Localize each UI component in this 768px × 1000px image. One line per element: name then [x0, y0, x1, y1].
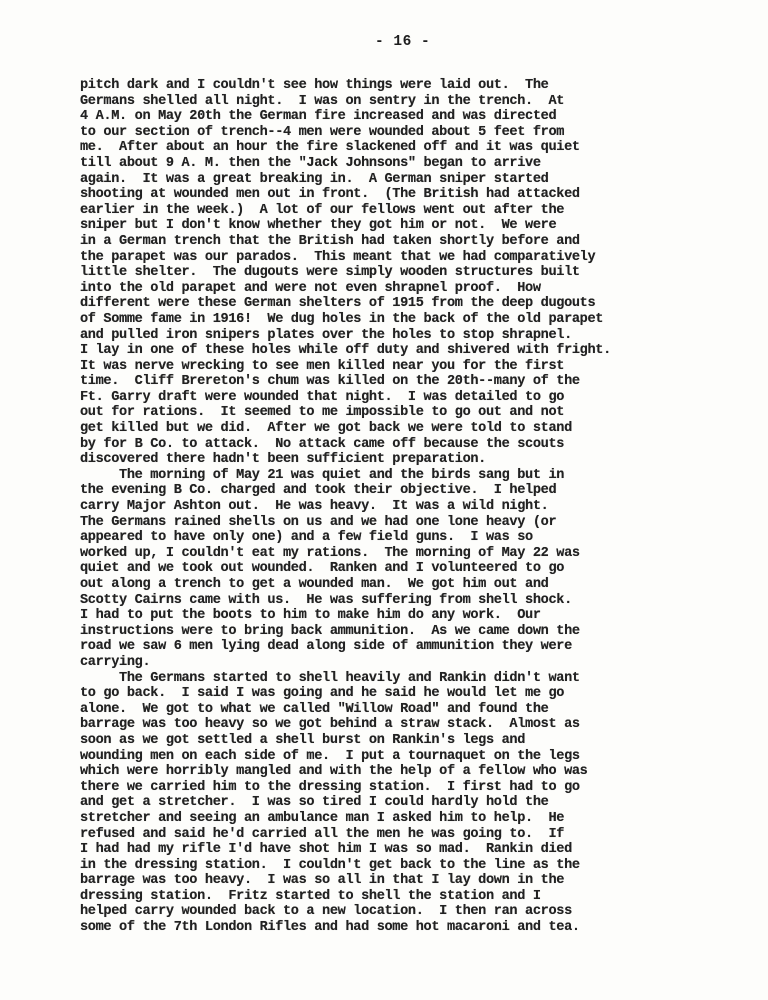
text-line: some of the 7th London Rifles and had some hot macaroni and tea. — [80, 920, 580, 936]
text-line: time. Cliff Brereton's chum was killed on the 20th--many of the — [80, 374, 580, 390]
text-line: 4 A.M. on May 20th the German fire increased and was directed — [80, 109, 557, 125]
text-line: me. After about an hour the fire slackened off and it was quiet — [80, 140, 580, 156]
text-line: I had to put the boots to him to make him do any work. Our — [80, 608, 541, 624]
text-line: earlier in the week.) A lot of our fellows went out after the — [80, 202, 565, 218]
text-line: I had had my rifle I'd have shot him I was so mad. Rankin died — [80, 842, 572, 858]
text-line: to go back. I said I was going and he said he would let me go — [80, 686, 565, 702]
text-line: to our section of trench--4 men were wounded about 5 feet from — [80, 124, 565, 140]
text-line: till about 9 A. M. then the "Jack Johnsons" began to arrive — [80, 155, 541, 171]
text-line: into the old parapet and were not even shrapnel proof. How — [80, 280, 541, 296]
text-line: worked up, I couldn't eat my rations. The morning of May 22 was — [80, 545, 580, 561]
text-line: which were horribly mangled and with the help of a fellow who was — [80, 764, 588, 780]
text-line: wounding men on each side of me. I put a tournaquet on the legs — [80, 748, 580, 764]
text-line: and pulled iron snipers plates over the holes to stop shrapnel. — [80, 327, 572, 343]
text-line: and get a stretcher. I was so tired I could hardly hold the — [80, 795, 549, 811]
text-line: refused and said he'd carried all the men he was going to. If — [80, 826, 565, 842]
text-line: instructions were to bring back ammunition. As we came down the — [80, 623, 580, 639]
text-line: soon as we got settled a shell burst on Rankin's legs and — [80, 732, 526, 748]
page-body-text — [80, 78, 720, 936]
text-line: Germans shelled all night. I was on sentry in the trench. At — [80, 93, 565, 109]
text-line: out along a trench to get a wounded man. We got him out and — [80, 577, 549, 592]
text-line: get killed but we did. After we got back we were told to stand — [80, 421, 572, 437]
text-line: dressing station. Fritz started to shell the station and I — [80, 888, 541, 904]
text-line: quiet and we took out wounded. Ranken and I volunteered to go — [80, 561, 565, 577]
text-line: Ft. Garry draft were wounded that night. I was detailed to go — [80, 389, 565, 405]
text-line: alone. We got to what we called "Willow Road" and found the — [80, 701, 549, 717]
text-line: little shelter. The dugouts were simply wooden structures built — [80, 265, 580, 281]
text-line: again. It was a great breaking in. A German sniper started — [80, 171, 549, 187]
text-line: different were these German shelters of 1915 from the deep dugouts — [80, 296, 596, 312]
text-line: by for B Co. to attack. No attack came off because the scouts — [80, 436, 565, 452]
text-line: the parapet was our parados. This meant that we had comparatively — [80, 249, 596, 265]
text-line: barrage was too heavy. I was so all in that I lay down in the — [80, 873, 565, 889]
text-line: of Somme fame in 1916! We dug holes in the back of the old parapet — [80, 311, 604, 327]
page-number: - 16 - — [375, 34, 431, 50]
text-line: shooting at wounded men out in front. (The British had attacked — [80, 187, 580, 203]
text-line: I lay in one of these holes while off duty and shivered with fright. — [80, 343, 611, 359]
text-line: in the dressing station. I couldn't get back to the line as the — [80, 857, 580, 873]
text-line: the evening B Co. charged and took their objective. I helped — [80, 483, 557, 499]
text-line: helped carry wounded back to a new location. I then ran across — [80, 904, 572, 920]
text-line: appeared to have only one) and a few field guns. I was so — [80, 530, 533, 546]
text-line: carrying. — [80, 654, 151, 670]
text-line: there we carried him to the dressing station. I first had to go — [80, 779, 580, 795]
text-line: road we saw 6 men lying dead along side of ammunition they were — [80, 639, 572, 655]
text-line: out for rations. It seemed to me impossible to go out and not — [80, 405, 565, 421]
text-line: The Germans rained shells on us and we had one lone heavy (or — [80, 514, 557, 530]
text-line: The morning of May 21 was quiet and the birds sang but in — [80, 467, 565, 483]
text-line: stretcher and seeing an ambulance man I asked him to help. He — [80, 810, 565, 826]
text-line: It was nerve wrecking to see men killed near you for the first — [80, 358, 565, 374]
text-line: The Germans started to shell heavily and Rankin didn't want — [80, 670, 580, 686]
text-line: Scotty Cairns came with us. He was suffering from shell shock. — [80, 592, 572, 608]
text-line: carry Major Ashton out. He was heavy. It was a wild night. — [80, 499, 549, 515]
text-line: discovered there hadn't been sufficient preparation. — [80, 452, 486, 468]
text-line: pitch dark and I couldn't see how things were laid out. The — [80, 78, 549, 93]
text-line: barrage was too heavy so we got behind a straw stack. Almost as — [80, 717, 580, 733]
text-line: in a German trench that the British had taken shortly before and — [80, 233, 580, 249]
text-line: sniper but I don't know whether they got him or not. We were — [80, 218, 557, 234]
